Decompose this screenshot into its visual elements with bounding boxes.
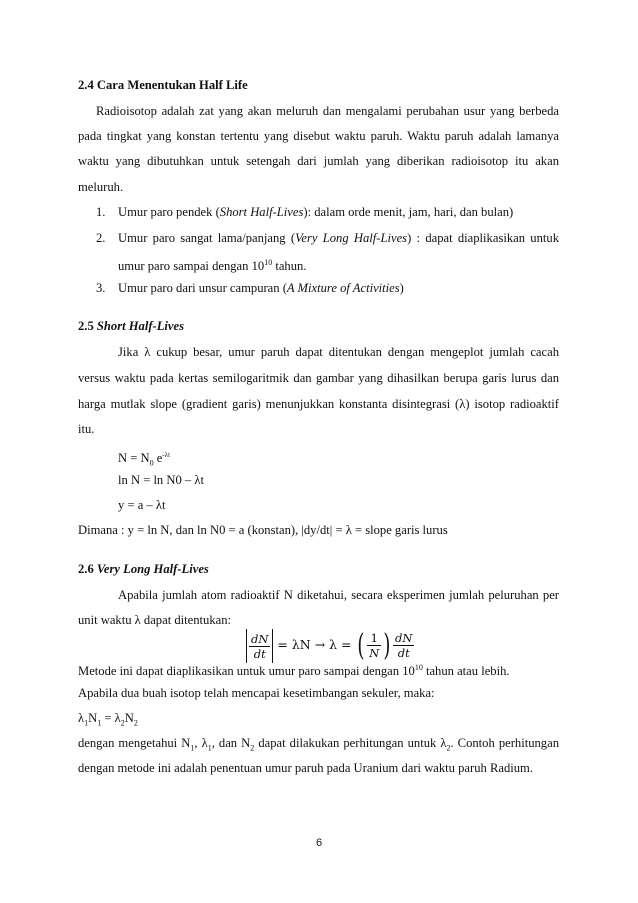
list-item-continuation: umur paro sampai dengan $10^{10}$ tahun. bbox=[118, 258, 307, 274]
equation: $N = N_0$ $e^{-\lambda t}$ bbox=[118, 451, 171, 468]
paragraph-line: Metode ini dapat diaplikasikan untuk umur paro sampai dengan $10^{10}$ tahun atau lebih. bbox=[78, 663, 510, 679]
heading-2-6: 2.6 Very Long Half-Lives bbox=[78, 562, 209, 576]
paragraph-line: unit waktu λ dapat ditentukan: bbox=[78, 613, 232, 627]
paragraph-line: itu. bbox=[78, 422, 95, 436]
paragraph-line: Jika λ cukup besar, umur paruh dapat ditentukan dengan mengeplot jumlah cacah bbox=[118, 345, 559, 359]
list-item: Umur paro dari unsur campuran (A Mixture of Activities) bbox=[118, 281, 404, 295]
heading-2-4: 2.4 Cara Menentukan Half Life bbox=[78, 78, 248, 92]
equation: $\lambda_1N_1 = \lambda_2N_2$ bbox=[78, 711, 138, 728]
paragraph-line: waktu yang dibutuhkan untuk setengah dari jumlah yang diberikan radioisotop itu akan bbox=[78, 154, 559, 168]
paragraph-line: harga mutlak slope (gradient garis) menunjukkan konstanta disintegrasi (λ) isotop radioaktif bbox=[78, 397, 559, 411]
list-number: 2. bbox=[96, 231, 106, 245]
paragraph-line: Radioisotop adalah zat yang akan meluruh dan mengalami perubahan usur yang berbeda bbox=[96, 104, 559, 118]
paragraph-line: pada tingkat yang konstan tertentu yang disebut waktu paruh. Waktu paruh adalah lamanya bbox=[78, 129, 559, 143]
paragraph-line: Dimana : y = ln N, dan ln N0 = a (konstan), |dy/dt| = λ = slope garis lurus bbox=[78, 523, 448, 537]
decay-equation: $\frac{dN}{dt}$ = λN → λ = ( $\frac{1}{N}$ ) $\frac{dN}{dt}$ bbox=[246, 628, 414, 662]
paragraph-line: Apabila dua buah isotop telah mencapai kesetimbangan sekuler, maka: bbox=[78, 686, 435, 700]
list-number: 3. bbox=[96, 281, 106, 295]
paragraph-line: dengan metode ini adalah penentuan umur paruh pada Uranium dari waktu paruh Radium. bbox=[78, 761, 533, 775]
heading-2-5: 2.5 Short Half-Lives bbox=[78, 319, 184, 333]
equation: y = a – λt bbox=[118, 498, 166, 512]
paragraph-line: dengan mengetahui $N_1$, $\lambda_1$, dan $N_2$ dapat dilakukan perhitungan untuk $\lambda_2$. Contoh perhitungan bbox=[78, 736, 559, 753]
page-number: 6 bbox=[315, 837, 323, 849]
list-item: Umur paro pendek (Short Half-Lives): dalam orde menit, jam, hari, dan bulan) bbox=[118, 205, 514, 219]
list-number: 1. bbox=[96, 205, 106, 219]
paragraph-line: Apabila jumlah atom radioaktif N diketahui, secara eksperimen jumlah peluruhan per bbox=[118, 588, 559, 602]
paragraph-line: versus waktu pada kertas semilogaritmik dan gambar yang dihasilkan berupa garis lurus dan bbox=[78, 371, 559, 385]
paragraph-line: meluruh. bbox=[78, 180, 124, 194]
list-item: Umur paro sangat lama/panjang (Very Long Half-Lives) : dapat diaplikasikan untuk bbox=[118, 231, 559, 245]
equation: ln N = ln N0 – λt bbox=[118, 473, 204, 487]
